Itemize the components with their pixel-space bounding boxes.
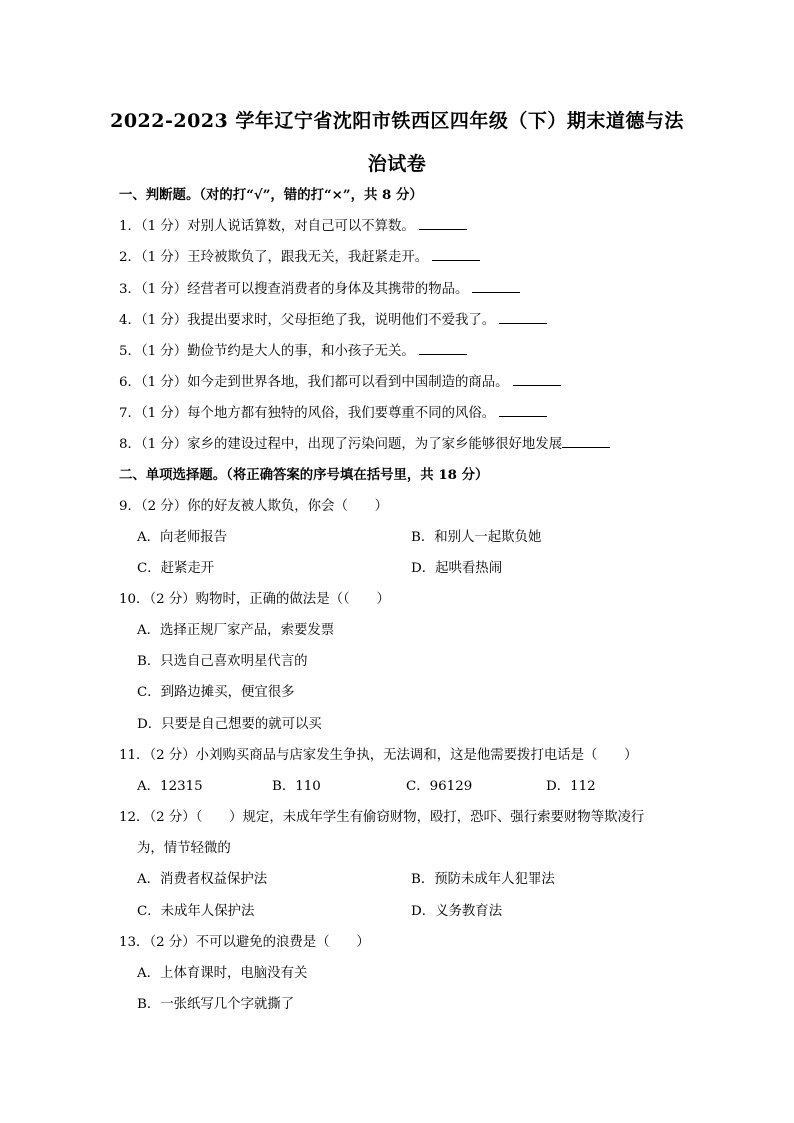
section1-heading: 一、判断题。（对的打“√”，错的打“×”，共 8 分）	[119, 187, 423, 203]
q11-option-c[interactable]: C．96129	[406, 779, 473, 794]
q12-option-d[interactable]: D．义务教育法	[411, 904, 503, 919]
question-5: 5．（1 分）勤俭节约是大人的事，和小孩子无关。	[119, 342, 467, 361]
question-3: 3．（1 分）经营者可以搜查消费者的身体及其携带的物品。	[119, 280, 520, 299]
q13-option-b[interactable]: B．一张纸写几个字就撕了	[137, 997, 295, 1012]
answer-blank[interactable]	[419, 217, 467, 230]
q10-option-a[interactable]: A．选择正规厂家产品，索要发票	[137, 623, 335, 638]
q9-option-a[interactable]: A．向老师报告	[137, 530, 228, 545]
question-10-stem: 10．（2 分）购物时，正确的做法是（（ ）	[119, 592, 390, 607]
q11-option-b[interactable]: B．110	[272, 779, 321, 794]
question-13-stem: 13．（2 分）不可以避免的浪费是（ ）	[119, 935, 370, 950]
q10-option-d[interactable]: D．只要是自己想要的就可以买	[137, 717, 322, 732]
question-6: 6．（1 分）如今走到世界各地，我们都可以看到中国制造的商品。	[119, 373, 561, 392]
q11-option-d[interactable]: D．112	[546, 779, 596, 794]
q9-option-b[interactable]: B．和别人一起欺负她	[411, 530, 542, 545]
q9-option-d[interactable]: D．起哄看热闹	[411, 561, 503, 576]
question-2: 2．（1 分）王玲被欺负了，跟我无关，我赶紧走开。	[119, 248, 480, 267]
q13-option-a[interactable]: A．上体育课时，电脑没有关	[137, 966, 308, 981]
answer-blank[interactable]	[432, 248, 480, 261]
answer-blank[interactable]	[499, 404, 547, 417]
q10-option-c[interactable]: C．到路边摊买，便宜很多	[137, 685, 295, 700]
question-12-stem-line1: 12．（2 分）（ ）规定，未成年学生有偷窃财物，殴打，恐吓、强行索要财物等欺凌行	[119, 810, 645, 825]
exam-title-line2: 治试卷	[367, 153, 427, 175]
answer-blank[interactable]	[513, 373, 561, 386]
question-7: 7．（1 分）每个地方都有独特的风俗，我们要尊重不同的风俗。	[119, 404, 547, 423]
question-1: 1．（1 分）对别人说话算数，对自己可以不算数。	[119, 217, 467, 236]
q12-option-a[interactable]: A．消费者权益保护法	[137, 872, 268, 887]
answer-blank[interactable]	[419, 342, 467, 355]
question-11-stem: 11．（2 分）小刘购买商品与店家发生争执，无法调和，这是他需要拨打电话是（ ）	[119, 748, 638, 763]
question-9-stem: 9．（2 分）你的好友被人欺负，你会（ ）	[119, 499, 389, 514]
q12-option-c[interactable]: C．未成年人保护法	[137, 904, 255, 919]
q12-option-b[interactable]: B．预防未成年人犯罪法	[411, 872, 555, 887]
question-12-stem-line2: 为，情节轻微的	[137, 841, 231, 856]
exam-title-line1: 2022-2023 学年辽宁省沈阳市铁西区四年级（下）期末道德与法	[110, 110, 684, 132]
section2-heading: 二、单项选择题。（将正确答案的序号填在括号里，共 18 分）	[119, 467, 489, 483]
answer-blank[interactable]	[472, 280, 520, 293]
q10-option-b[interactable]: B．只选自己喜欢明星代言的	[137, 654, 308, 669]
q11-option-a[interactable]: A．12315	[137, 779, 203, 794]
q9-option-c[interactable]: C．赶紧走开	[137, 561, 215, 576]
question-4: 4．（1 分）我提出要求时，父母拒绝了我，说明他们不爱我了。	[119, 311, 547, 330]
question-8: 8．（1 分）家乡的建设过程中，出现了污染问题，为了家乡能够很好地发展	[119, 435, 610, 454]
answer-blank[interactable]	[562, 435, 610, 448]
answer-blank[interactable]	[499, 311, 547, 324]
